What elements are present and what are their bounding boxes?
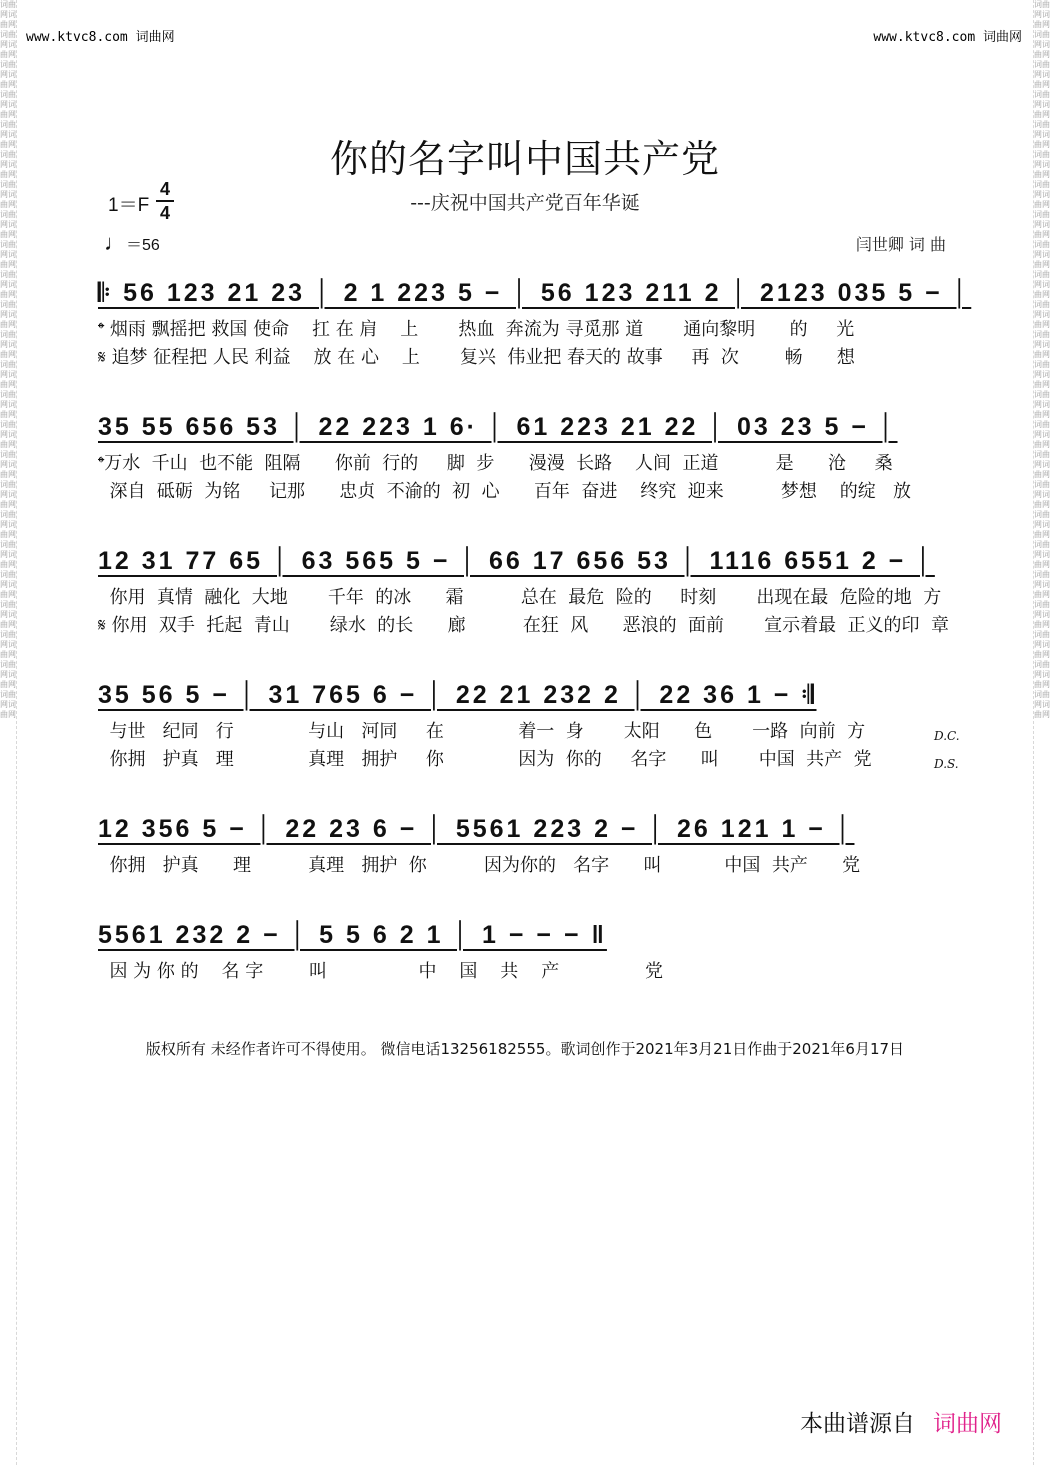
site-url: www.ktvc8.com	[26, 30, 128, 45]
notation-line: 5561 232 2 − │ 5 5 6 2 1 │ 1 − − − ‖	[98, 921, 607, 949]
key-signature: 1＝F	[108, 195, 150, 216]
notation-line: 35 55 656 53 │ 22 223 1 6· │ 61 223 21 22 │ 03 23 5 − │	[98, 413, 898, 441]
lyric-line-1: 你用 真情 融化 大地 千年 的冰 霜 总在 最危 险的 时刻 出现在最 危险的地 方	[98, 587, 942, 608]
lyric-line-1: 与世 纪同 行 与山 河同 在 着一 身 太阳 色 一路 向前 方	[98, 721, 866, 742]
time-sig-divider	[156, 200, 174, 202]
lyric-line-2: 你拥 护真 理 真理 拥护 你 因为 你的 名字 叫 中国 共产 党	[98, 749, 872, 770]
dc-mark: D.C.	[934, 729, 960, 743]
lyric-line-1: 因 为 你 的 名 字 叫 中 国 共 产 党	[98, 961, 664, 982]
quarter-note-icon: ♩	[104, 230, 126, 255]
lyric-line-1: 你拥 护真 理 真理 拥护 你 因为你的 名字 叫 中国 共产 党	[98, 855, 861, 876]
ds-mark: D.S.	[934, 757, 959, 771]
lyric-line-1: 𝄌万水 千山 也不能 阻隔 你前 行的 脚 步 漫漫 长路 人间 正道 是 沧 桑	[98, 453, 893, 474]
left-watermark-strip: 词曲网词曲网词曲网词曲网词曲网词曲网词曲网词曲网词曲网词曲网词曲网词曲网词曲网词曲网词曲网词曲网词曲网词曲网词曲网词曲网词曲网词曲网词曲网词曲网词曲网词曲网词曲网词曲网词曲网词曲网词曲网词曲网词曲网词曲网词曲网词曲网词曲网词曲网词曲网词曲网词曲网词曲网词曲网词曲网词曲网词曲网词曲网词曲网	[0, 0, 17, 1465]
notation-line: 35 56 5 − │ 31 765 6 − │ 22 21 232 2 │ 22 36 1 − 𝄇	[98, 681, 817, 709]
song-title: 你的名字叫中国共产党	[329, 137, 720, 181]
source-brand-link[interactable]: 词曲网	[933, 1411, 1002, 1437]
lyric-line-1: 𝄌 烟雨 飘摇把 救国 使命 扛 在 肩 上 热血 奔流为 寻觅那 道 通向黎明 的 光	[98, 319, 855, 340]
notation-line: 12 31 77 65 │ 63 565 5 − │ 66 17 656 53 │ 1116 6551 2 − │	[98, 547, 935, 575]
time-sig-bottom: 4	[159, 203, 170, 223]
notation-line: 12 356 5 − │ 22 23 6 − │ 5561 223 2 − │ 26 121 1 − │	[98, 815, 855, 843]
site-tag-left[interactable]	[26, 26, 175, 45]
lyric-line-2: 𝄋 你用 双手 托起 青山 绿水 的长 廊 在狂 风 恶浪的 面前 宣示着最 正义的印 章	[98, 615, 949, 636]
credits: 闫世卿 词 曲	[855, 235, 946, 254]
site-tag-right[interactable]	[873, 26, 1022, 45]
site-url: www.ktvc8.com	[873, 30, 976, 45]
time-signature	[155, 178, 175, 224]
tempo-value: ＝56	[126, 237, 160, 254]
source-label: 本曲谱源自	[800, 1411, 915, 1437]
lyric-line-2: 𝄋 追梦 征程把 人民 利益 放 在 心 上 复兴 伟业把 春天的 故事 再 次 畅 想	[98, 347, 855, 368]
time-sig-top: 4	[159, 179, 170, 199]
right-watermark-strip: 词曲网词曲网词曲网词曲网词曲网词曲网词曲网词曲网词曲网词曲网词曲网词曲网词曲网词曲网词曲网词曲网词曲网词曲网词曲网词曲网词曲网词曲网词曲网词曲网词曲网词曲网词曲网词曲网词曲网词曲网词曲网词曲网词曲网词曲网词曲网词曲网词曲网词曲网词曲网词曲网词曲网词曲网词曲网词曲网词曲网词曲网词曲网词曲网	[1033, 0, 1050, 1465]
notation-line: 𝄆 56 123 21 23 │ 2 1 223 5 − │ 56 123 211 2 │ 2123 035 5 − │	[98, 279, 972, 307]
tempo-marking	[104, 230, 160, 256]
song-subtitle: ---庆祝中国共产党百年华诞	[410, 192, 640, 214]
copyright-footer: 版权所有 未经作者许可不得使用。 微信电话13256182555。歌词创作于2021年3月21日作曲于2021年6月17日	[145, 1040, 905, 1058]
site-name: 词曲网	[982, 30, 1022, 45]
site-name: 词曲网	[135, 30, 175, 45]
source-note	[800, 1405, 1002, 1438]
lyric-line-2: 深自 砥砺 为铭 记那 忠贞 不渝的 初 心 百年 奋进 终究 迎来 梦想 的绽 放	[98, 481, 911, 502]
